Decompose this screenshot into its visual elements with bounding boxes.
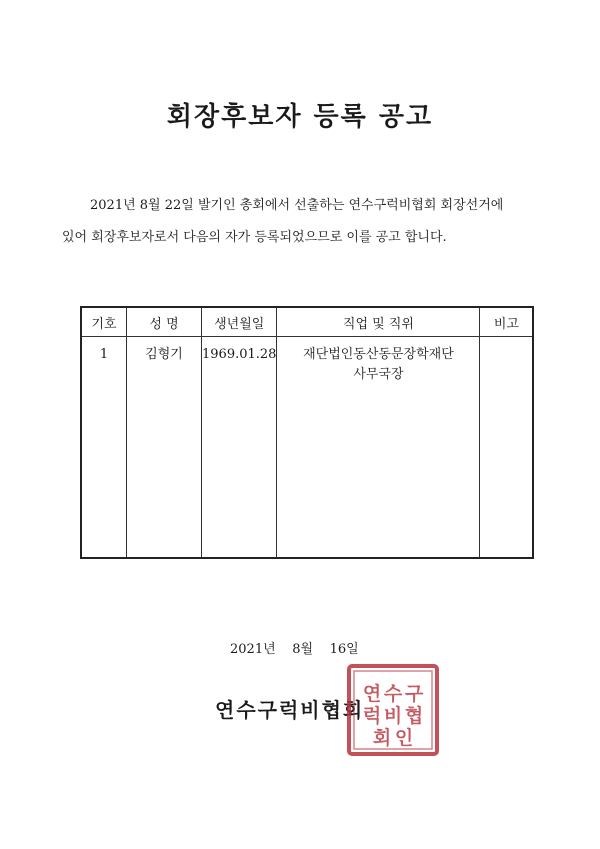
header-number: 기호 — [81, 307, 127, 337]
svg-text:구: 구 — [404, 683, 424, 705]
notice-line-2: 있어 회장후보자로서 다음의 자가 등록되었으므로 이를 공고 합니다. — [62, 230, 447, 245]
cell-name: 김형기 — [127, 337, 202, 559]
cell-note — [480, 337, 534, 559]
table-header-row — [81, 307, 533, 337]
header-name: 성 명 — [127, 307, 202, 337]
svg-text:럭: 럭 — [362, 705, 382, 727]
svg-text:회: 회 — [372, 727, 392, 749]
date-day: 16일 — [329, 642, 359, 657]
cell-job — [277, 337, 480, 559]
svg-text:연: 연 — [362, 683, 382, 705]
page-title: 회장후보자 등록 공고 — [166, 102, 434, 132]
notice-text — [62, 190, 552, 254]
svg-text:비: 비 — [383, 705, 403, 727]
header-job: 직업 및 직위 — [277, 307, 480, 337]
organization-name: 연수구럭비협회 — [215, 698, 365, 722]
svg-text:인: 인 — [394, 727, 414, 749]
cell-number: 1 — [81, 337, 127, 559]
candidate-table-wrapper — [80, 306, 534, 559]
candidate-table — [80, 306, 534, 559]
issue-date — [230, 638, 359, 657]
official-seal-stamp — [345, 662, 441, 758]
cell-job-line-1: 재단법인동산동문장학재단 — [303, 347, 454, 362]
notice-line-1: 2021년 8월 22일 발기인 총회에서 선출하는 연수구럭비협회 회장선거에 — [90, 198, 504, 213]
date-month: 8월 — [292, 642, 314, 657]
table-row — [81, 337, 533, 559]
cell-job-line-2: 사무국장 — [353, 367, 404, 382]
svg-text:협: 협 — [404, 705, 424, 727]
svg-text:수: 수 — [383, 683, 403, 705]
cell-birth: 1969.01.28 — [202, 337, 277, 559]
date-year: 2021년 — [230, 642, 276, 657]
header-birth: 생년월일 — [202, 307, 277, 337]
header-note: 비고 — [480, 307, 534, 337]
